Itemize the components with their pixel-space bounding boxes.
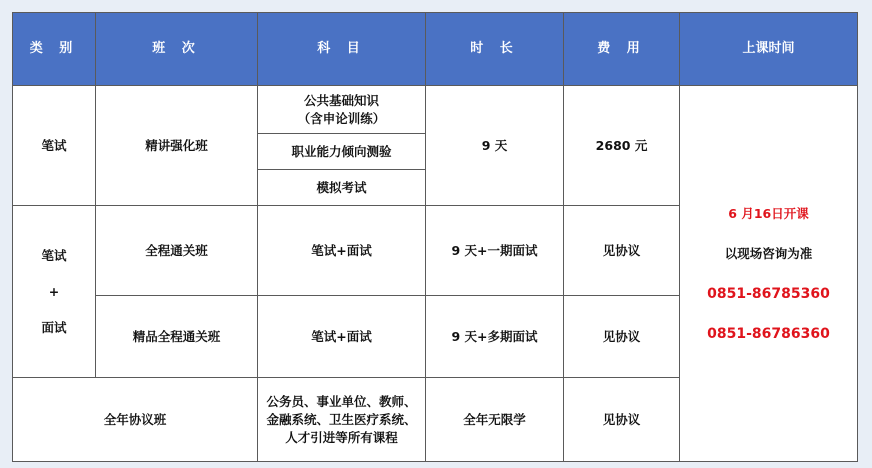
phone-number-2: 0851-86786360 — [707, 325, 830, 342]
duration-cell: 9 天+一期面试 — [426, 206, 564, 296]
duration-cell: 9 天+多期面试 — [426, 296, 564, 378]
subject-line: 人才引进等所有课程 — [285, 429, 398, 445]
category-cell — [13, 206, 96, 378]
category-plus: + — [48, 283, 60, 299]
category-line: 笔试 — [41, 247, 67, 263]
subject-line: 金融系统、卫生医疗系统、 — [266, 411, 417, 427]
header-subject: 科 目 — [258, 13, 426, 86]
course-schedule-table — [12, 12, 858, 462]
category-cell: 笔试 — [13, 86, 96, 206]
class-cell: 全年协议班 — [13, 378, 258, 462]
header-fee: 费 用 — [564, 13, 680, 86]
schedule-cell — [680, 86, 858, 462]
consult-note: 以现场咨询为准 — [724, 245, 813, 261]
category-line: 面试 — [41, 319, 67, 335]
subject-cell: 笔试+面试 — [258, 296, 426, 378]
fee-cell: 见协议 — [564, 378, 680, 462]
phone-number-1: 0851-86785360 — [707, 285, 830, 302]
subject-cell: 笔试+面试 — [258, 206, 426, 296]
table-row — [13, 86, 858, 134]
subject-cell: 模拟考试 — [258, 170, 426, 206]
subject-line: 公务员、事业单位、教师、 — [266, 393, 417, 409]
subject-cell — [258, 86, 426, 134]
fee-cell: 见协议 — [564, 206, 680, 296]
fee-cell: 2680 元 — [564, 86, 680, 206]
header-row — [13, 13, 858, 86]
header-class: 班 次 — [96, 13, 258, 86]
start-date-text: 6 月16日开课 — [728, 205, 809, 221]
subject-line: 公共基础知识 — [303, 92, 379, 108]
class-cell: 全程通关班 — [96, 206, 258, 296]
duration-cell: 9 天 — [426, 86, 564, 206]
subject-cell — [258, 378, 426, 462]
subject-cell: 职业能力倾向测验 — [258, 134, 426, 170]
header-category: 类 别 — [13, 13, 96, 86]
header-duration: 时 长 — [426, 13, 564, 86]
header-schedule: 上课时间 — [680, 13, 858, 86]
fee-cell: 见协议 — [564, 296, 680, 378]
class-cell: 精讲强化班 — [96, 86, 258, 206]
subject-line: （含申论训练） — [297, 110, 386, 126]
duration-cell: 全年无限学 — [426, 378, 564, 462]
class-cell: 精品全程通关班 — [96, 296, 258, 378]
